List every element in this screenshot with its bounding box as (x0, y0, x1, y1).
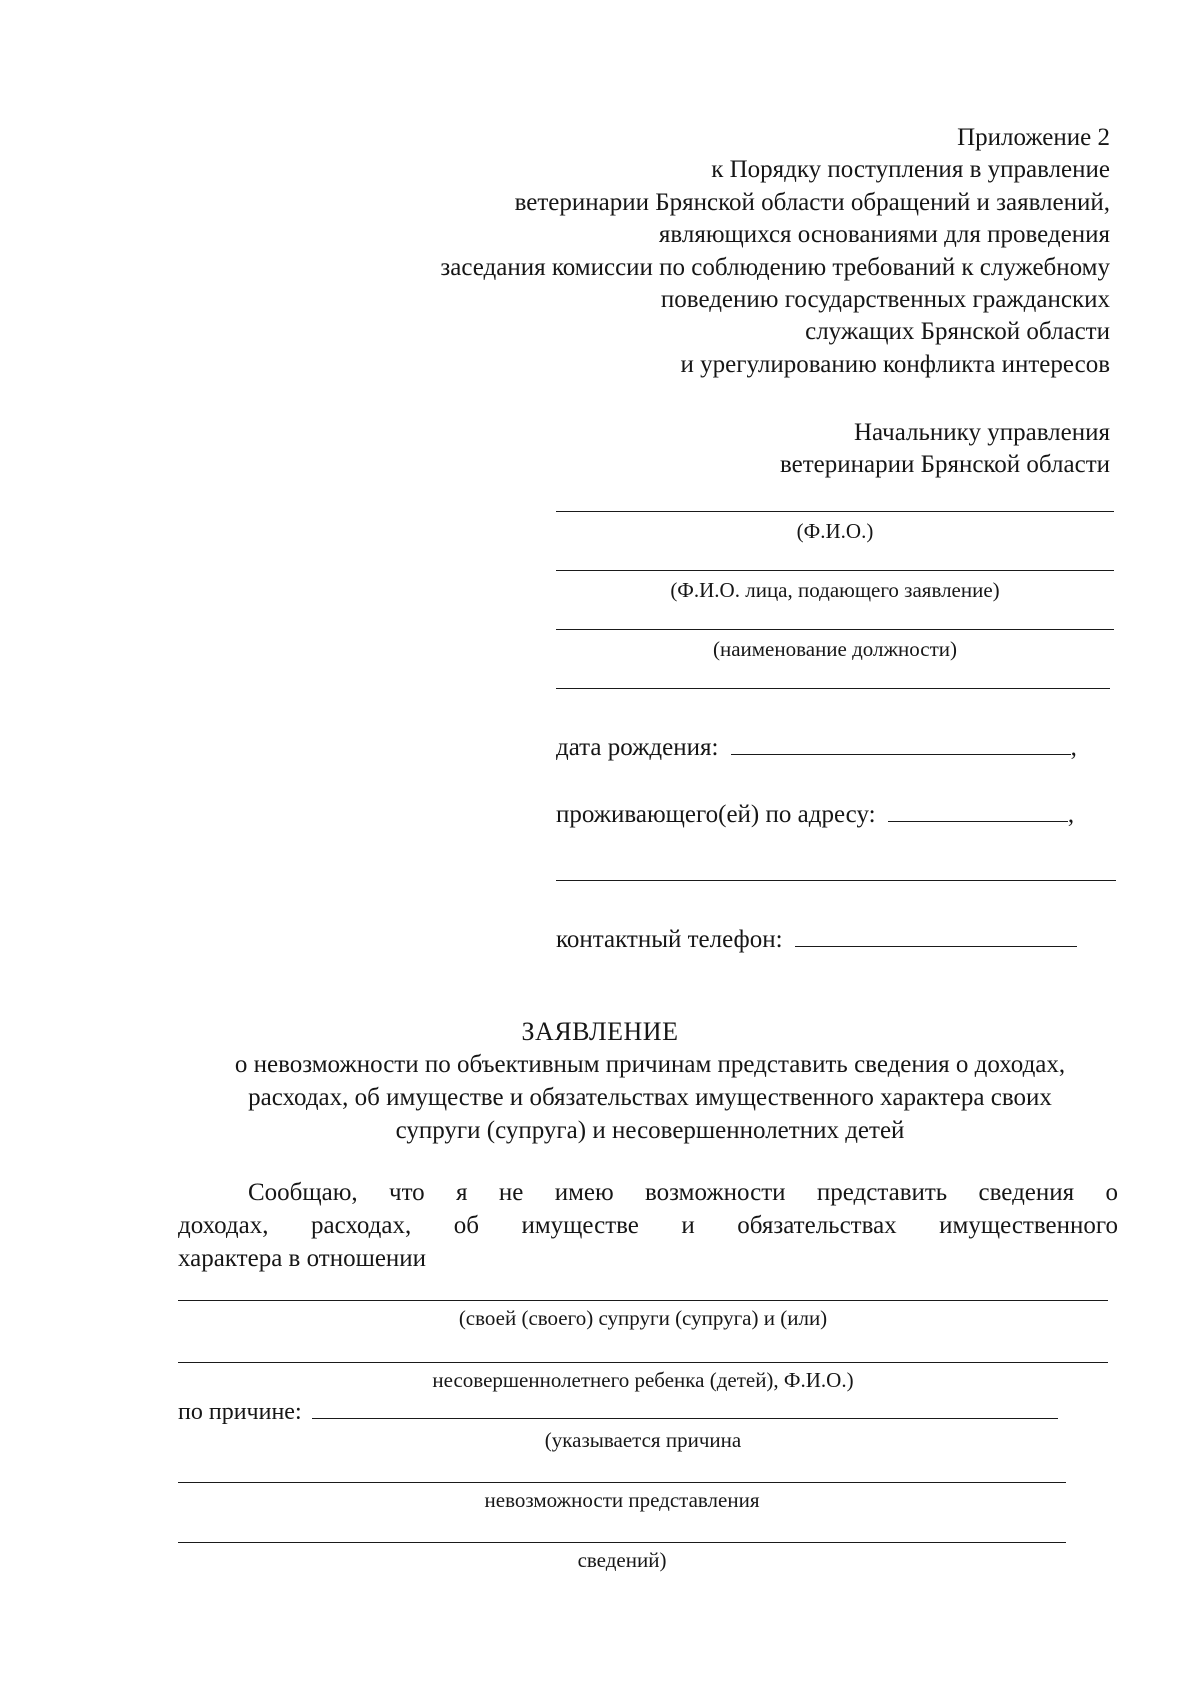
address-label: проживающего(ей) по адресу: (556, 801, 876, 828)
body-line: характера в отношении (178, 1245, 427, 1272)
recipient-fio-line[interactable] (556, 511, 1114, 512)
applicant-fio-caption: (Ф.И.О. лица, подающего заявление) (670, 578, 1000, 602)
reason-line-2[interactable] (178, 1482, 1066, 1483)
reason-field (178, 1396, 1058, 1427)
document-title: ЗАЯВЛЕНИЕ (521, 1017, 679, 1046)
header-line: и урегулированию конфликта интересов (680, 350, 1110, 378)
reason-caption-3: сведений) (577, 1548, 667, 1572)
recipient-block (510, 417, 1110, 482)
body-line: Сообщаю, что я не имею возможности представить сведения о (248, 1179, 1118, 1206)
subtitle-line: супруги (супруга) и несовершеннолетних детей (395, 1117, 905, 1144)
header-line: поведению государственных гражданских (660, 286, 1110, 314)
subtitle-line: о невозможности по объективным причинам представить сведения о доходах, (234, 1051, 1066, 1078)
header-line: ветеринарии Брянской области обращений и заявлений, (514, 188, 1110, 216)
recipient-fio-caption: (Ф.И.О.) (796, 519, 874, 543)
body-line: доходах, расходах, об имуществе и обязательствах имущественного (178, 1212, 1118, 1239)
position-continuation-line[interactable] (556, 688, 1110, 689)
birth-date-label: дата рождения: (556, 734, 719, 761)
recipient-line: ветеринарии Брянской области (779, 451, 1110, 479)
reason-label: по причине: (178, 1399, 302, 1425)
birth-date-comma: , (1070, 734, 1077, 761)
position-caption: (наименование должности) (712, 637, 958, 661)
header-line: Приложение 2 (957, 124, 1110, 151)
reason-caption-1: (указывается причина (544, 1428, 742, 1452)
children-caption: несовершеннолетнего ребенка (детей), Ф.И.О.) (432, 1368, 854, 1392)
address-blank[interactable] (888, 797, 1068, 822)
address-comma: , (1067, 801, 1075, 828)
children-line[interactable] (178, 1362, 1108, 1363)
phone-field (556, 922, 1077, 955)
reason-blank[interactable] (312, 1396, 1058, 1419)
birth-date-field (556, 730, 1077, 763)
spouse-line[interactable] (178, 1300, 1108, 1301)
applicant-fio-line[interactable] (556, 570, 1114, 571)
subtitle-line: расходах, об имуществе и обязательствах имущественного характера своих (248, 1084, 1052, 1111)
spouse-caption: (своей (своего) супруги (супруга) и (или) (458, 1306, 828, 1330)
reason-caption-2: невозможности представления (484, 1488, 760, 1512)
reason-line-3[interactable] (178, 1542, 1066, 1543)
header-line: заседания комиссии по соблюдению требований к служебному (440, 253, 1110, 281)
appendix-header (290, 122, 1110, 381)
statement-body (178, 1176, 1118, 1275)
phone-blank[interactable] (795, 922, 1077, 947)
header-line: служащих Брянской области (805, 318, 1110, 346)
recipient-line: Начальнику управления (854, 419, 1110, 446)
header-line: к Порядку поступления в управление (711, 156, 1110, 184)
document-subtitle (170, 1048, 1130, 1147)
position-line[interactable] (556, 629, 1114, 630)
header-line: являющихся основаниями для проведения (658, 221, 1110, 249)
address-field (556, 797, 1074, 830)
birth-date-blank[interactable] (731, 730, 1071, 755)
phone-label: контактный телефон: (556, 926, 783, 953)
address-continuation-line[interactable] (556, 880, 1116, 881)
